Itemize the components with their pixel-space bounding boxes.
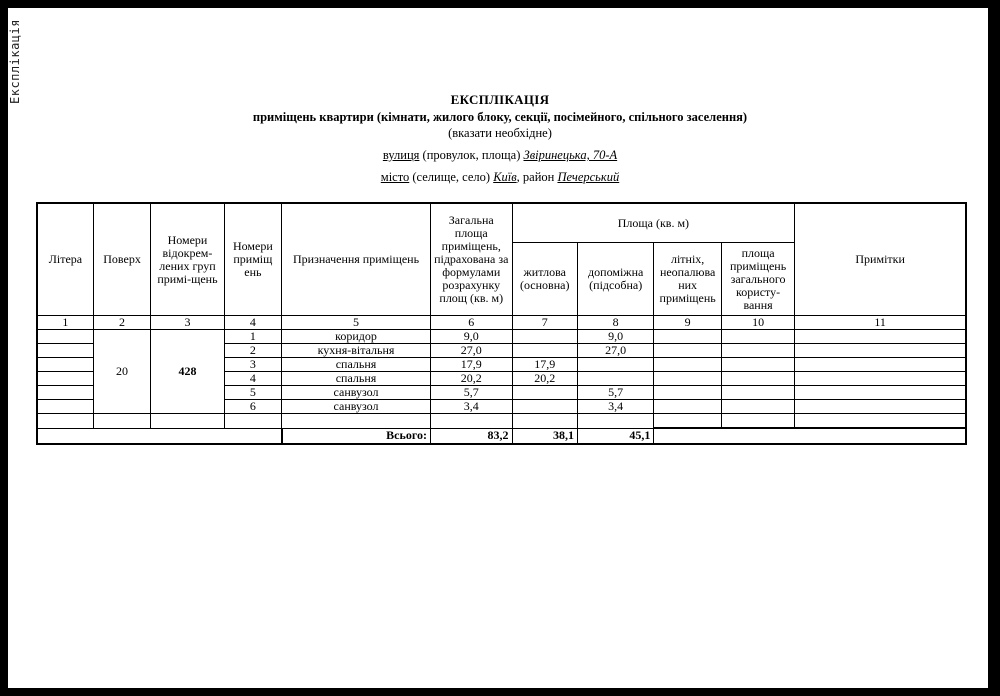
city-value: Київ: [493, 170, 517, 184]
room-living-area: [512, 330, 577, 344]
street-mid: (провулок, площа): [419, 148, 524, 162]
room-number: 2: [224, 344, 281, 358]
totals-aux-area: 45,1: [577, 428, 653, 444]
index-cell: 3: [151, 316, 224, 330]
room-number: 1: [224, 330, 281, 344]
address-street-line: [0, 148, 1000, 163]
index-row: [37, 316, 966, 330]
group-number-cell: 428: [151, 330, 224, 414]
room-total-area: 27,0: [431, 344, 513, 358]
room-name: санвузол: [282, 386, 431, 400]
index-cell: 9: [654, 316, 721, 330]
totals-total-area: 83,2: [431, 428, 513, 444]
room-total-area: 17,9: [431, 358, 513, 372]
room-aux-area: 3,4: [577, 400, 653, 414]
room-name: санвузол: [282, 400, 431, 414]
room-number: 5: [224, 386, 281, 400]
room-living-area: [512, 386, 577, 400]
index-cell: 8: [577, 316, 653, 330]
district-value: Печерський: [557, 170, 620, 184]
col-header-summer: літніх, неопалюва них приміщень: [654, 243, 721, 316]
room-name: коридор: [282, 330, 431, 344]
document-subtitle: приміщень квартири (кімнати, жилого блоку, секції, посімейного, спільного заселення): [252, 110, 748, 124]
index-cell: 4: [224, 316, 281, 330]
room-number: 6: [224, 400, 281, 414]
col-header-group-numbers: Номери відокрем-лених груп примі-щень: [151, 203, 224, 316]
street-prefix: вулиця: [382, 148, 420, 162]
document-note: (вказати необхідне): [448, 126, 552, 140]
city-prefix: місто: [380, 170, 410, 184]
room-name: спальня: [282, 372, 431, 386]
col-header-notes: Примітки: [795, 203, 966, 316]
index-cell: 5: [282, 316, 431, 330]
col-header-total-area: Загальна площа приміщень, підрахована за формулами розрахунку площ (кв. м): [431, 203, 513, 316]
room-living-area: 17,9: [512, 358, 577, 372]
table-row-empty: [37, 414, 966, 429]
totals-label: Всього:: [282, 428, 431, 444]
col-header-living: житлова (основна): [512, 243, 577, 316]
col-header-common: площа приміщень загального користу-вання: [721, 243, 794, 316]
index-cell: 7: [512, 316, 577, 330]
room-aux-area: 5,7: [577, 386, 653, 400]
side-label: Експлікація: [8, 19, 22, 104]
totals-row: [37, 428, 966, 444]
room-total-area: 5,7: [431, 386, 513, 400]
col-header-room-numbers: Номери приміщ ень: [224, 203, 281, 316]
district-label: , район: [516, 170, 558, 184]
totals-living-area: 38,1: [512, 428, 577, 444]
room-name: кухня-вітальня: [282, 344, 431, 358]
table-row: [37, 330, 966, 344]
room-total-area: 20,2: [431, 372, 513, 386]
room-aux-area: 9,0: [577, 330, 653, 344]
floor-cell: 20: [93, 330, 150, 414]
street-value: Звіринецька, 70-А: [523, 148, 618, 162]
col-header-auxiliary: допоміжна (підсобна): [577, 243, 653, 316]
room-aux-area: [577, 372, 653, 386]
index-cell: 1: [37, 316, 93, 330]
room-aux-area: 27,0: [577, 344, 653, 358]
explication-table: [36, 202, 967, 445]
index-cell: 11: [795, 316, 966, 330]
index-cell: 2: [93, 316, 150, 330]
col-header-purpose: Призначення приміщень: [282, 203, 431, 316]
room-living-area: [512, 400, 577, 414]
room-name: спальня: [282, 358, 431, 372]
col-header-area-group: Площа (кв. м): [512, 203, 795, 243]
address-city-line: [0, 170, 1000, 185]
index-cell: 10: [721, 316, 794, 330]
room-number: 3: [224, 358, 281, 372]
col-header-poverkh: Поверх: [93, 203, 150, 316]
header-row: [37, 203, 966, 243]
room-number: 4: [224, 372, 281, 386]
city-mid: (селище, село): [409, 170, 494, 184]
room-total-area: 9,0: [431, 330, 513, 344]
document-title: ЕКСПЛІКАЦІЯ: [450, 92, 550, 107]
room-aux-area: [577, 358, 653, 372]
room-total-area: 3,4: [431, 400, 513, 414]
col-header-litera: Літера: [37, 203, 93, 316]
index-cell: 6: [431, 316, 513, 330]
room-living-area: [512, 344, 577, 358]
room-living-area: 20,2: [512, 372, 577, 386]
